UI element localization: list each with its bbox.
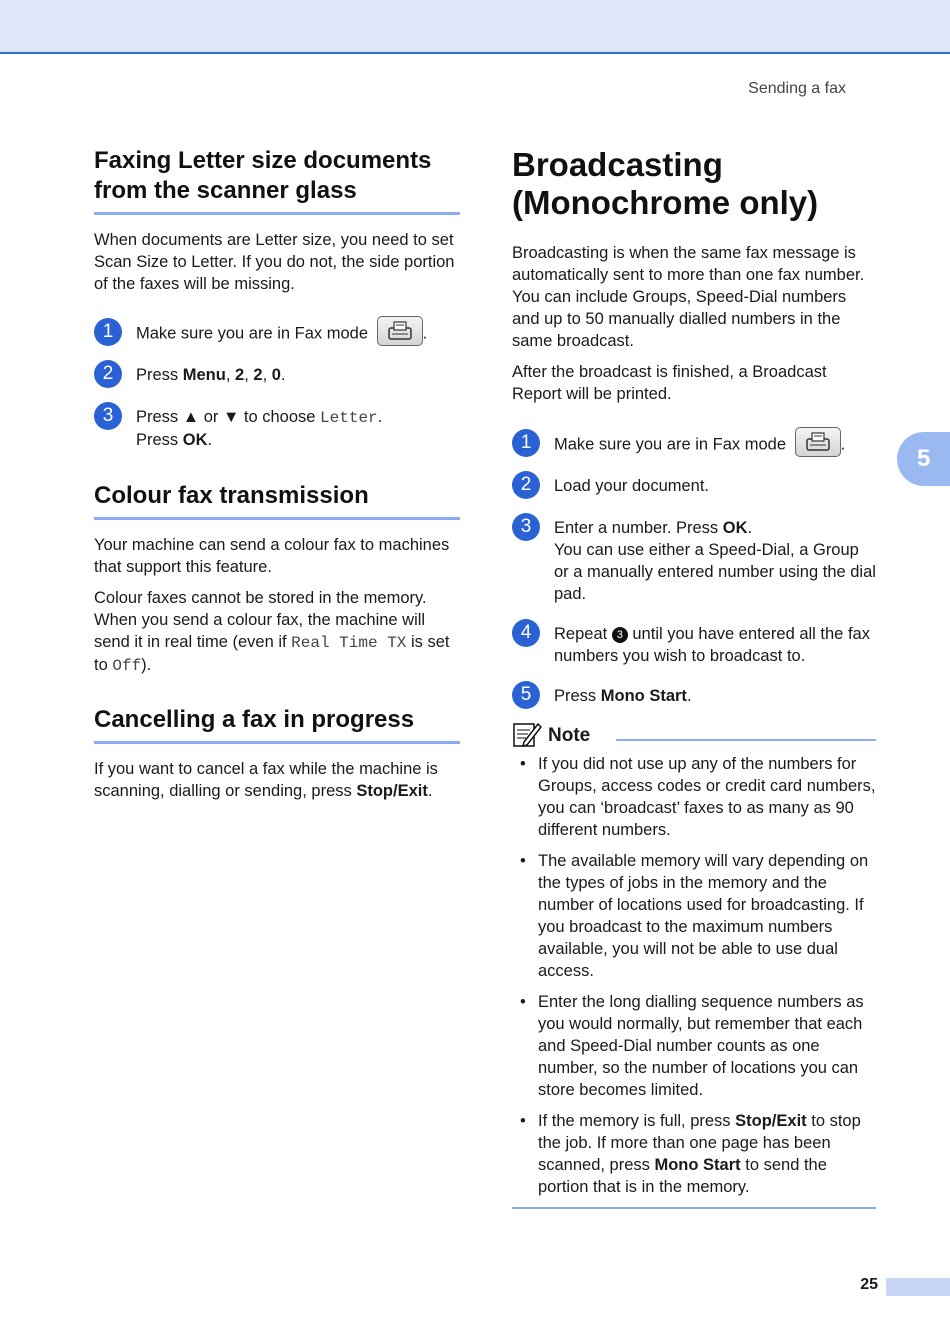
step-text-part: Press xyxy=(136,431,183,449)
note-text: If the memory is full, press xyxy=(538,1112,736,1130)
step-reference-badge: 3 xyxy=(612,627,628,643)
bullet: • xyxy=(520,1112,526,1130)
para-text: ). xyxy=(141,656,152,674)
note-text: to send the portion that is in the memory. xyxy=(538,1156,827,1196)
step-text: Make sure you are in Fax mode . xyxy=(136,322,427,346)
step-number: 1 xyxy=(94,318,122,346)
para-text: If you want to cancel a fax while the machine is scanning, dialling or sending, press xyxy=(94,760,438,800)
note-list xyxy=(512,753,876,1198)
step-2 xyxy=(94,364,460,388)
up-arrow-icon: ▲ xyxy=(182,408,200,426)
bullet: • xyxy=(520,993,526,1011)
note-item xyxy=(512,991,876,1101)
colour-fax-para-2 xyxy=(94,587,460,677)
step-text xyxy=(554,685,692,707)
step-3 xyxy=(94,406,460,451)
step-text-part: Press xyxy=(554,687,601,705)
section-heading-letter-size: Faxing Letter size documents from the scanner glass xyxy=(94,146,460,215)
step-text-part: . xyxy=(747,519,753,537)
note-item xyxy=(512,850,876,982)
fax-mode-icon xyxy=(377,316,423,346)
broadcasting-para-2: After the broadcast is finished, a Broadcast Report will be printed. xyxy=(512,363,827,403)
separator: , xyxy=(225,366,236,384)
ok-key-label: OK xyxy=(182,431,208,449)
broadcast-step-1 xyxy=(512,433,876,457)
note-text: Enter the long dialling sequence numbers as you would normally, but remember that each and Speed-Dial number counts as one number, so the number of locations you can store becomes limited. xyxy=(538,993,864,1099)
step-number: 2 xyxy=(512,471,540,499)
step-text-main: Make sure you are in Fax mode xyxy=(136,324,369,343)
step-text-part: . xyxy=(207,431,213,449)
note-rule xyxy=(616,739,876,741)
step-text xyxy=(136,406,382,451)
key-label: 0 xyxy=(271,366,281,384)
step-text-part: You can use either a Speed-Dial, a Group or a manually entered number using the dial pad. xyxy=(554,541,876,603)
broadcast-step-4 xyxy=(512,623,876,667)
menu-key-label: Menu xyxy=(182,366,226,384)
lcd-setting-letter: Letter xyxy=(320,409,378,427)
bullet: • xyxy=(520,852,526,870)
note-header xyxy=(512,721,876,751)
broadcast-step-3 xyxy=(512,517,876,605)
page-number: 25 xyxy=(860,1276,878,1293)
step-number: 5 xyxy=(512,681,540,709)
stop-exit-key-label: Stop/Exit xyxy=(735,1112,807,1130)
step-number: 3 xyxy=(512,513,540,541)
step-text-part: Press xyxy=(136,408,183,426)
step-text-part: or xyxy=(199,408,223,426)
step-text-part: to choose xyxy=(239,408,321,426)
right-column xyxy=(512,146,876,1209)
chapter-tab: 5 xyxy=(897,432,950,486)
mono-start-key-label: Mono Start xyxy=(600,687,687,705)
cancel-fax-para xyxy=(94,758,460,802)
down-arrow-icon: ▼ xyxy=(222,408,240,426)
step-text-part: Repeat xyxy=(554,625,612,643)
fax-mode-icon xyxy=(795,427,841,457)
step-text xyxy=(136,364,286,386)
step-text-part: . xyxy=(280,366,286,384)
broadcast-step-5 xyxy=(512,685,876,709)
step-number: 4 xyxy=(512,619,540,647)
step-text: Load your document. xyxy=(554,477,710,495)
note-text: to stop the job. If more than one page has been scanned, press xyxy=(538,1112,861,1174)
step-text-main: Make sure you are in Fax mode xyxy=(554,435,787,454)
para-text: is set to xyxy=(94,633,450,674)
step-text-part: Enter a number. Press xyxy=(554,519,723,537)
key-label: 2 xyxy=(253,366,263,384)
note-item xyxy=(512,1110,876,1198)
broadcasting-para-1: Broadcasting is when the same fax message is automatically sent to more than one fax number. You can include Groups, Speed-Dial numbers and up to 50 manually dialled numbers in the same broadcast. xyxy=(512,244,865,350)
key-label: 2 xyxy=(235,366,245,384)
footer-bar xyxy=(886,1278,950,1296)
bullet: • xyxy=(520,755,526,773)
section-heading-colour-fax: Colour fax transmission xyxy=(94,481,460,520)
step-text-part: . xyxy=(686,687,692,705)
note-text: If you did not use up any of the numbers for Groups, access codes or credit card numbers, you can ‘broadcast’ faxes to as many as 90 different numbers. xyxy=(538,755,876,839)
lcd-setting-off: Off xyxy=(112,657,142,675)
running-title: Sending a fax xyxy=(748,80,846,97)
note-item xyxy=(512,753,876,841)
step-text-part: . xyxy=(377,408,383,426)
lcd-setting-real-time-tx: Real Time TX xyxy=(291,634,407,652)
step-text-part: until you have entered all the fax numbers you wish to broadcast to. xyxy=(554,625,870,665)
step-number: 1 xyxy=(512,429,540,457)
header-band xyxy=(0,0,950,54)
separator: , xyxy=(262,366,272,384)
note-title: Note xyxy=(548,725,591,746)
step-text-part: Press xyxy=(136,366,183,384)
note-end-rule xyxy=(512,1207,876,1209)
letter-size-intro: When documents are Letter size, you need to set Scan Size to Letter. If you do not, the side portion of the faxes will be missing. xyxy=(94,231,455,293)
broadcasting-title: Broadcasting (Monochrome only) xyxy=(512,146,819,221)
colour-fax-para-1: Your machine can send a colour fax to machines that support this feature. xyxy=(94,536,450,576)
ok-key-label: OK xyxy=(722,519,748,537)
mono-start-key-label: Mono Start xyxy=(654,1156,741,1174)
separator: , xyxy=(244,366,254,384)
broadcast-step-2 xyxy=(512,475,876,499)
para-text: Colour faxes cannot be stored in the memory. When you send a colour fax, the machine will send it in real time (even if xyxy=(94,589,427,651)
step-number: 3 xyxy=(94,402,122,430)
step-text: Make sure you are in Fax mode . xyxy=(554,433,845,457)
step-number: 2 xyxy=(94,360,122,388)
note-pencil-icon xyxy=(512,720,542,753)
note-text: The available memory will vary depending on the types of jobs in the memory and the number of locations used for broadcasting. If you broadcast to the maximum numbers available, you will not be able to use dual access. xyxy=(538,852,869,980)
left-column xyxy=(94,146,460,802)
stop-exit-key-label: Stop/Exit xyxy=(356,782,428,800)
para-text: . xyxy=(427,782,433,800)
step-text xyxy=(554,623,876,667)
step-text xyxy=(554,517,876,605)
section-heading-cancel-fax: Cancelling a fax in progress xyxy=(94,705,460,744)
step-1 xyxy=(94,322,460,346)
